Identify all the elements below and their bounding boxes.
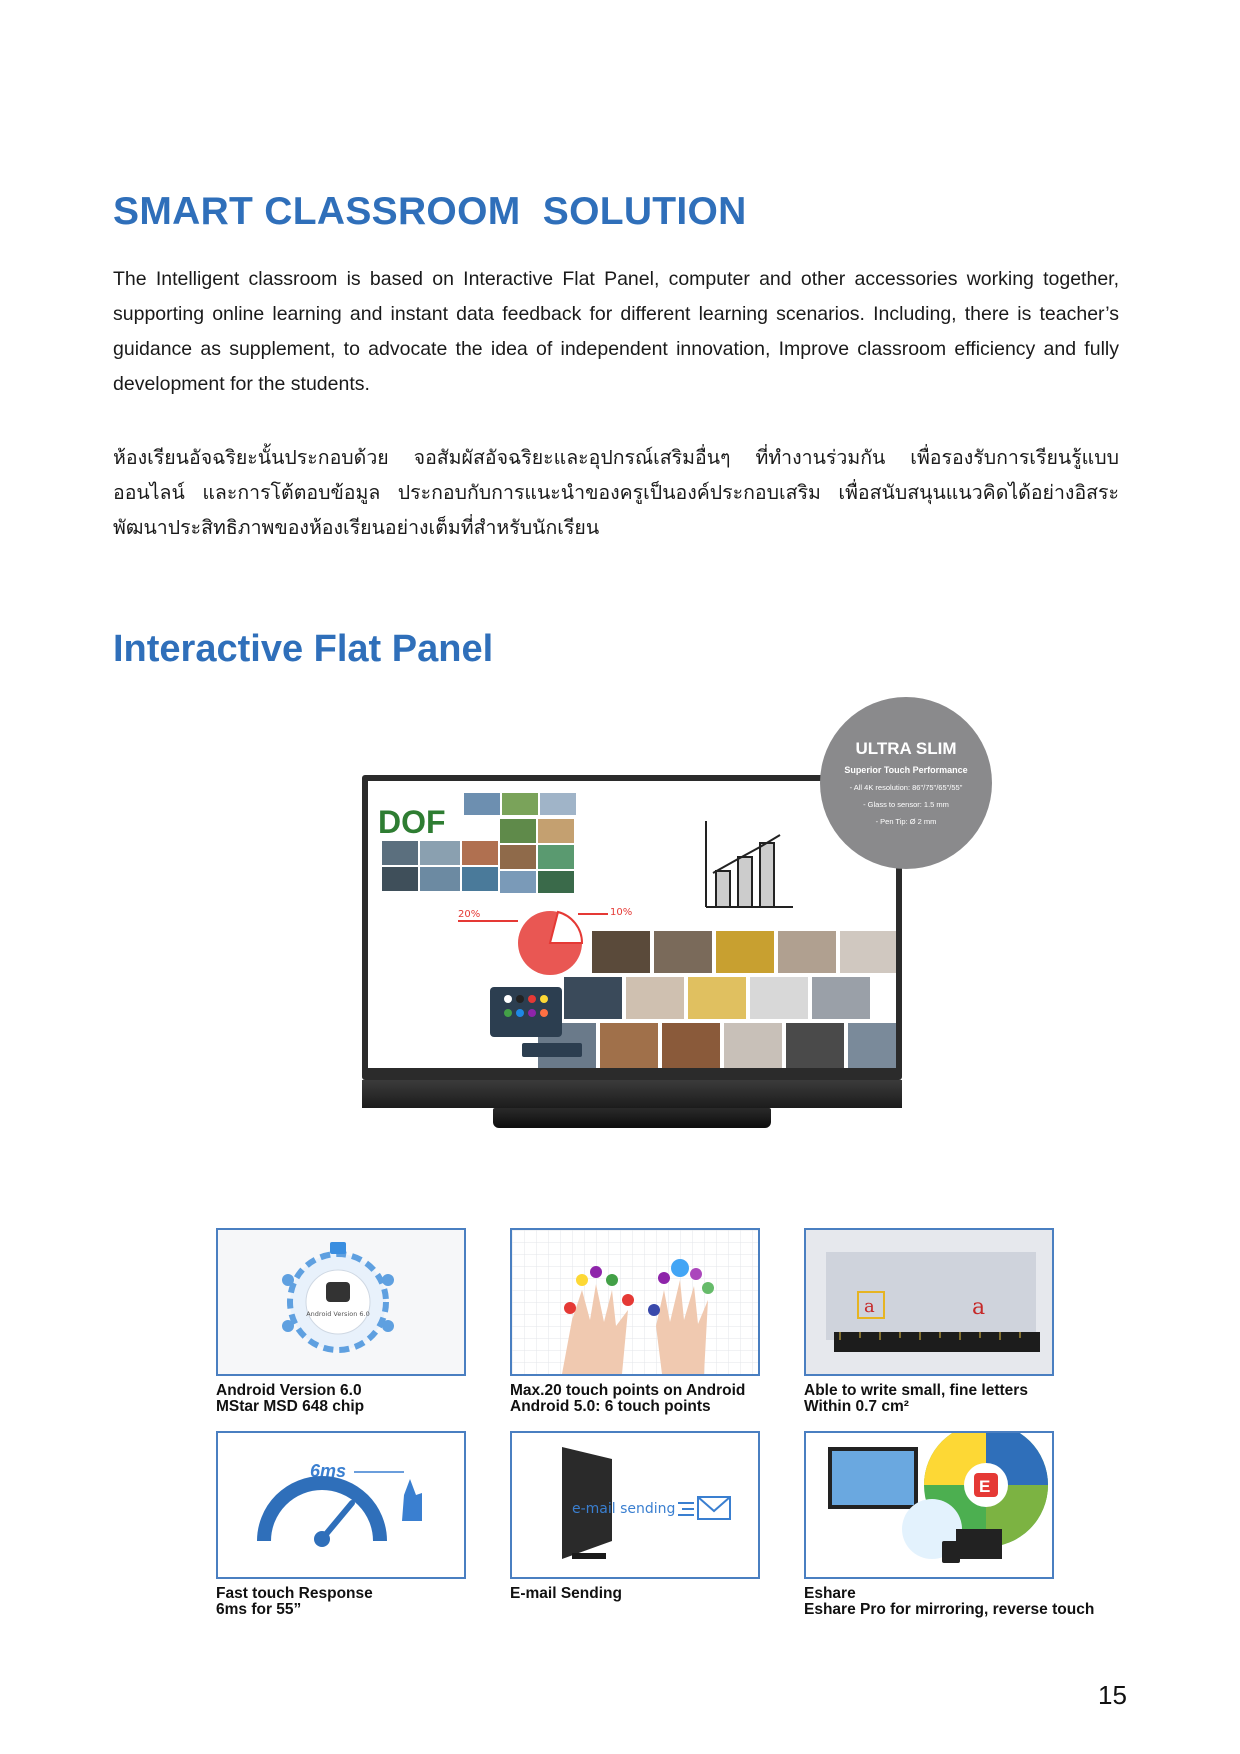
- caption-line-1: Max.20 touch points on Android: [510, 1382, 746, 1399]
- ultra-slim-badge: [820, 697, 992, 869]
- hands-touch-icon: [512, 1230, 758, 1374]
- feature-caption-android: [216, 1383, 364, 1415]
- annotation-10: 10%: [610, 907, 633, 918]
- caption-line-1: E-mail Sending: [510, 1585, 622, 1602]
- badge-subtitle: Superior Touch Performance: [844, 765, 968, 775]
- badge-item: - Pen Tip: Ø 2 mm: [875, 817, 937, 826]
- badge-item: - Glass to sensor: 1.5 mm: [863, 800, 949, 809]
- page-title: SMART CLASSROOM SOLUTION: [113, 190, 747, 233]
- email-icon-label: e-mail sending: [572, 1501, 676, 1517]
- intro-english: The Intelligent classroom is based on Interactive Flat Panel, computer and other accessories working together, supporting online learning and instant data feedback for different learning scenarios. Including, there is teacher’s guidance as supplement, to advocate the idea of independent innovation, Improve classroom efficiency and fully development for the students.: [113, 268, 1119, 395]
- feature-card-android: [216, 1228, 466, 1376]
- caption-line-1: Android Version 6.0: [216, 1382, 362, 1399]
- dof-logo: [378, 804, 446, 840]
- email-sending-icon: [512, 1433, 758, 1577]
- page-number: 15: [1098, 1680, 1127, 1710]
- feature-card-fine-letters: [804, 1228, 1054, 1376]
- handwriting-ruler-icon: [806, 1230, 1052, 1374]
- logo-text: DOF: [378, 804, 446, 840]
- photo-grid-right: [538, 931, 896, 1068]
- caption-line-2: Within 0.7 cm²: [804, 1398, 909, 1415]
- panel-stand: [493, 1108, 771, 1128]
- caption-line-1: Fast touch Response: [216, 1585, 373, 1602]
- panel-screen: [368, 781, 896, 1068]
- feature-card-email: [510, 1431, 760, 1579]
- speedometer-icon: [218, 1433, 464, 1577]
- letter-a-large: a: [972, 1295, 986, 1320]
- android-icon-label: Android Version 6.0: [306, 1310, 370, 1318]
- intro-thai: ห้องเรียนอัจฉริยะนั้นประกอบด้วย จอสัมผัสอัจฉริยะและอุปกรณ์เสริมอื่นๆ ที่ทำงานร่วมกัน เพื่อรองรับการเรียนรู้แบบออนไลน์ และการโต้ตอบข้อมูล ประกอบกับการแนะนำของครูเป็นองค์ประกอบเสริม เพื่อสนับสนุนแนวคิดได้อย่างอิสระ พัฒนาประสิทธิภาพของห้องเรียนอย่างเต็มที่สำหรับนักเรียน: [113, 446, 1119, 539]
- caption-line-2: 6ms for 55”: [216, 1601, 302, 1618]
- badge-title: ULTRA SLIM: [855, 739, 957, 758]
- caption-line-2: Eshare Pro for mirroring, reverse touch: [804, 1601, 1095, 1618]
- panel-bottom-bar: [362, 1080, 902, 1108]
- section-title: Interactive Flat Panel: [113, 628, 494, 670]
- eshare-logo-letter: E: [979, 1477, 991, 1496]
- panel-screen-content: [368, 781, 896, 1068]
- hand-drawn-chart: [706, 821, 793, 907]
- badge-item: - All 4K resolution: 86"/75"/65"/55": [849, 783, 963, 792]
- annotation-20: 20%: [458, 909, 481, 920]
- feature-caption-fast-touch: [216, 1586, 373, 1618]
- caption-line-1: Able to write small, fine letters: [804, 1382, 1028, 1399]
- feature-caption-touch-points: [510, 1383, 745, 1415]
- feature-card-fast-touch: [216, 1431, 466, 1579]
- caption-line-2: MStar MSD 648 chip: [216, 1398, 365, 1415]
- feature-card-eshare: [804, 1431, 1054, 1579]
- eshare-icon: [806, 1433, 1052, 1577]
- caption-line-2: Android 5.0: 6 touch points: [510, 1398, 711, 1415]
- feature-caption-email: [510, 1586, 622, 1602]
- feature-caption-eshare: [804, 1586, 1094, 1618]
- letter-a-small: a: [864, 1296, 875, 1317]
- feature-caption-fine-letters: [804, 1383, 1028, 1415]
- fast-touch-label: 6ms: [310, 1461, 347, 1481]
- feature-card-touch-points: [510, 1228, 760, 1376]
- caption-line-1: Eshare: [804, 1585, 856, 1602]
- android-version-icon: [218, 1230, 464, 1374]
